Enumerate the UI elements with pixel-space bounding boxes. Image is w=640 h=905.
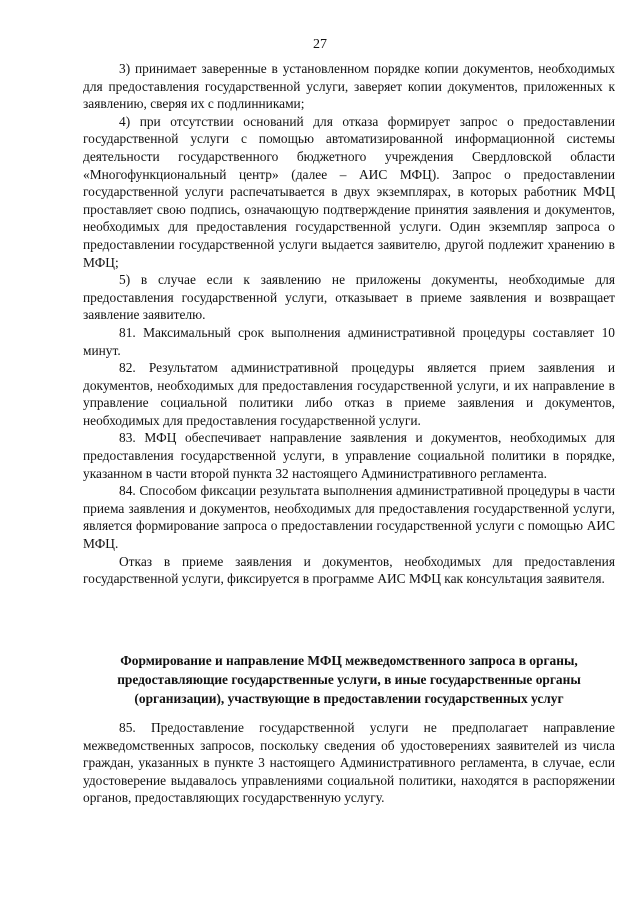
paragraph-81: 81. Максимальный срок выполнения административной процедуры составляет 10 минут. xyxy=(83,324,615,358)
paragraph-82: 82. Результатом административной процедуры является прием заявления и документов, необходимых для предоставления государственной услуги, и их направление в управление социальной политики либо отказ в приеме заявления и документов, необходимых для предоставления государственной услуги. xyxy=(83,360,615,428)
body-text xyxy=(83,60,615,588)
paragraph-item-3: 3) принимает заверенные в установленном порядке копии документов, необходимых для предоставления государственной услуги, заверяет копии документов, приложенных к заявлению, сверяя их с подлинниками; xyxy=(83,61,615,112)
section-body xyxy=(83,719,615,807)
paragraph-refusal: Отказ в приеме заявления и документов, необходимых для предоставления государственной услуги, фиксируется в программе АИС МФЦ как консультация заявителя. xyxy=(83,553,615,587)
section-heading: Формирование и направление МФЦ межведомственного запроса в органы, предоставляющие государственные услуги, в иные государственные органы (организации), участвующие в предоставлении государственных услуг xyxy=(117,653,581,706)
paragraph-84: 84. Способом фиксации результата выполнения административной процедуры в части приема заявления и документов, необходимых для предоставления государственной услуги, является формирование запроса о предоставлении государственной услуги с помощью АИС МФЦ. xyxy=(83,483,615,552)
paragraph-item-4: 4) при отсутствии оснований для отказа формирует запрос о предоставлении государственной услуги с помощью автоматизированной информационной системы деятельности государственного бюджетного учреждения Свердловской области «Многофункциональный центр» (далее – АИС МФЦ). Запрос о предоставлении государственной услуги распечатывается в двух экземплярах, в которых работник МФЦ проставляет свою подпись, означающую подтверждение принятия заявления и документов, необходимых для предоставления государственной услуги. Один экземпляр запроса о предоставлении государственной услуги выдается заявителю, другой подлежит хранению в МФЦ; xyxy=(83,113,615,270)
page-number: 27 xyxy=(313,37,327,52)
paragraph-item-5: 5) в случае если к заявлению не приложены документы, необходимые для предоставления государственной услуги, отказывает в приеме заявления и возвращает заявление заявителю. xyxy=(83,272,615,323)
paragraph-85: 85. Предоставление государственной услуги не предполагает направление межведомственных запросов, поскольку сведения об удостоверениях заявителей из числа граждан, указанных в пункте 3 настоящего Административного регламента, в случае, если удостоверение выдавалось управлениями социальной политики, находятся в распоряжении органов, предоставляющих государственную услугу. xyxy=(83,720,615,806)
paragraph-83: 83. МФЦ обеспечивает направление заявления и документов, необходимых для предоставления государственной услуги, в управление социальной политики в порядке, указанном в части второй пункта 32 настоящего Административного регламента. xyxy=(83,430,615,481)
